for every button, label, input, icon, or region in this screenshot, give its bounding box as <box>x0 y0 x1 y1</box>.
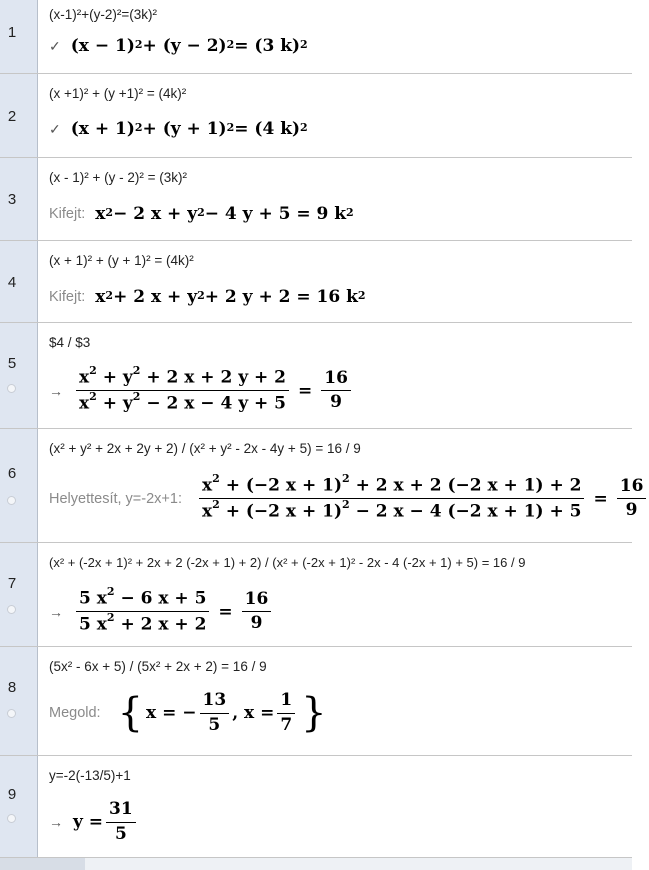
cas-row-8[interactable] <box>0 647 632 756</box>
row-gutter <box>0 756 38 857</box>
close-brace: } <box>301 690 327 737</box>
scrollbar-thumb[interactable] <box>0 858 85 870</box>
fraction: $\frac{13}{5}$ <box>200 691 230 735</box>
output <box>49 287 366 307</box>
input-text[interactable]: (5x² - 6x + 5) / (5x² + 2x + 2) = 16 / 9 <box>49 659 267 674</box>
input-text[interactable]: (x + 1)² + (y + 1)² = (4k)² <box>49 253 194 268</box>
command-label: Helyettesít, y=-2x+1: <box>49 490 182 507</box>
output <box>49 585 274 635</box>
check-icon: ✓ <box>49 120 61 137</box>
row-number: 3 <box>7 191 17 208</box>
visibility-toggle[interactable] <box>7 384 16 393</box>
row-content <box>49 756 628 857</box>
row-gutter <box>0 543 38 646</box>
command-label: Kifejt: <box>49 289 86 305</box>
visibility-toggle[interactable] <box>7 496 16 505</box>
output <box>49 472 649 522</box>
arrow-icon: → <box>49 603 63 620</box>
row-gutter <box>0 647 38 755</box>
horizontal-scrollbar[interactable] <box>0 857 632 870</box>
fraction: $\frac{x^2 + y^2 + 2 x + 2 y + 2}{x^2 + y^2 - 2 x - 4 y + 5}$ <box>76 367 289 414</box>
row-gutter <box>0 74 38 157</box>
output-math: $\frac{x^2 + y^2 + 2 x + 2 y + 2}{x^2 + y^2 - 2 x - 4 y + 5}$ = $\frac{16}{9}$ <box>73 367 354 414</box>
row-content <box>49 543 628 646</box>
output <box>49 691 330 735</box>
row-number: 9 <box>7 786 17 803</box>
input-text[interactable]: (x² + (-2x + 1)² + 2x + 2 (-2x + 1) + 2) / (x² + (-2x + 1)² - 2x - 4 (-2x + 1) + 5) = 16 / 9 <box>49 555 526 570</box>
input-text[interactable]: (x² + y² + 2x + 2y + 2) / (x² + y² - 2x - 4y + 5) = 16 / 9 <box>49 441 361 456</box>
check-icon: ✓ <box>49 37 61 54</box>
input-text[interactable]: (x-1)²+(y-2)²=(3k)² <box>49 7 157 22</box>
cas-row-9[interactable] <box>0 756 632 857</box>
row-content <box>49 323 628 428</box>
row-gutter <box>0 158 38 240</box>
output-math: (x − 1) $^2$ + (y − 2) $^2$ = (3 k) $^2$ <box>70 36 308 56</box>
output <box>49 36 308 56</box>
command-label: Megold: <box>49 705 101 722</box>
row-gutter <box>0 241 38 322</box>
fraction: $\frac{x^2 + (-2 x + 1)^2 + 2 x + 2 (-2 x + 1) + 2}{x^2 + (-2 x + 1)^2 - 2 x - 4 (-2 x + 1) + 5}$ <box>199 475 585 522</box>
fraction: $\frac{31}{5}$ <box>106 800 136 844</box>
input-text[interactable]: y=-2(-13/5)+1 <box>49 768 131 783</box>
cas-row-7[interactable] <box>0 543 632 647</box>
cas-row-6[interactable] <box>0 429 644 543</box>
row-number: 2 <box>7 108 17 125</box>
output-math: x $^2$ + 2 x + y $^2$ + 2 y + 2 = 16 k $^2$ <box>95 287 366 307</box>
output <box>49 364 354 414</box>
output-math: $\frac{5 x^2 - 6 x + 5}{5 x^2 + 2 x + 2}$ = $\frac{16}{9}$ <box>73 588 274 635</box>
fraction: $\frac{16}{9}$ <box>321 369 351 413</box>
row-number: 7 <box>7 575 17 592</box>
cas-row-5[interactable] <box>0 323 632 429</box>
row-number: 6 <box>7 465 17 482</box>
fraction: $\frac{16}{9}$ <box>617 477 647 521</box>
row-content <box>49 429 644 542</box>
row-number: 8 <box>7 679 17 696</box>
command-label: Kifejt: <box>49 206 86 222</box>
fraction: $\frac{16}{9}$ <box>242 590 272 634</box>
input-text[interactable]: (x - 1)² + (y - 2)² = (3k)² <box>49 170 187 185</box>
cas-row-4[interactable] <box>0 241 632 323</box>
arrow-icon: → <box>49 382 63 399</box>
row-gutter <box>0 323 38 428</box>
row-content <box>49 74 628 157</box>
row-content <box>49 647 628 755</box>
cas-row-2[interactable] <box>0 74 632 158</box>
row-gutter <box>0 0 38 73</box>
row-content <box>49 158 628 240</box>
visibility-toggle[interactable] <box>7 814 16 823</box>
cas-row-3[interactable] <box>0 158 632 241</box>
row-number: 4 <box>7 274 17 291</box>
input-text[interactable]: (x +1)² + (y +1)² = (4k)² <box>49 86 187 101</box>
row-content <box>49 0 628 73</box>
row-number: 5 <box>7 355 17 372</box>
visibility-toggle[interactable] <box>7 709 16 718</box>
output <box>49 800 139 844</box>
cas-row-1[interactable] <box>0 0 632 74</box>
output <box>49 119 308 139</box>
fraction: $\frac{5 x^2 - 6 x + 5}{5 x^2 + 2 x + 2}$ <box>76 588 209 635</box>
output-math: { x = − $\frac{13}{5}$ , x = $\frac{1}{7}$ } <box>117 690 327 737</box>
row-gutter <box>0 429 38 542</box>
output-math: $\frac{x^2 + (-2 x + 1)^2 + 2 x + 2 (-2 x + 1) + 2}{x^2 + (-2 x + 1)^2 - 2 x - 4 (-2 x + 1) + 5}$ = $\frac{16}{9}$ <box>196 475 649 522</box>
row-content <box>49 241 628 322</box>
output <box>49 204 354 224</box>
arrow-icon: → <box>49 814 63 831</box>
output-math: x $^2$ − 2 x + y $^2$ − 4 y + 5 = 9 k $^2$ <box>95 204 354 224</box>
open-brace: { <box>117 690 144 737</box>
input-text[interactable]: $4 / $3 <box>49 335 91 350</box>
output-math: y = $\frac{31}{5}$ <box>73 800 139 844</box>
fraction: $\frac{1}{7}$ <box>277 691 295 735</box>
visibility-toggle[interactable] <box>7 605 16 614</box>
row-number: 1 <box>7 24 17 41</box>
output-math: (x + 1) $^2$ + (y + 1) $^2$ = (4 k) $^2$ <box>70 119 308 139</box>
